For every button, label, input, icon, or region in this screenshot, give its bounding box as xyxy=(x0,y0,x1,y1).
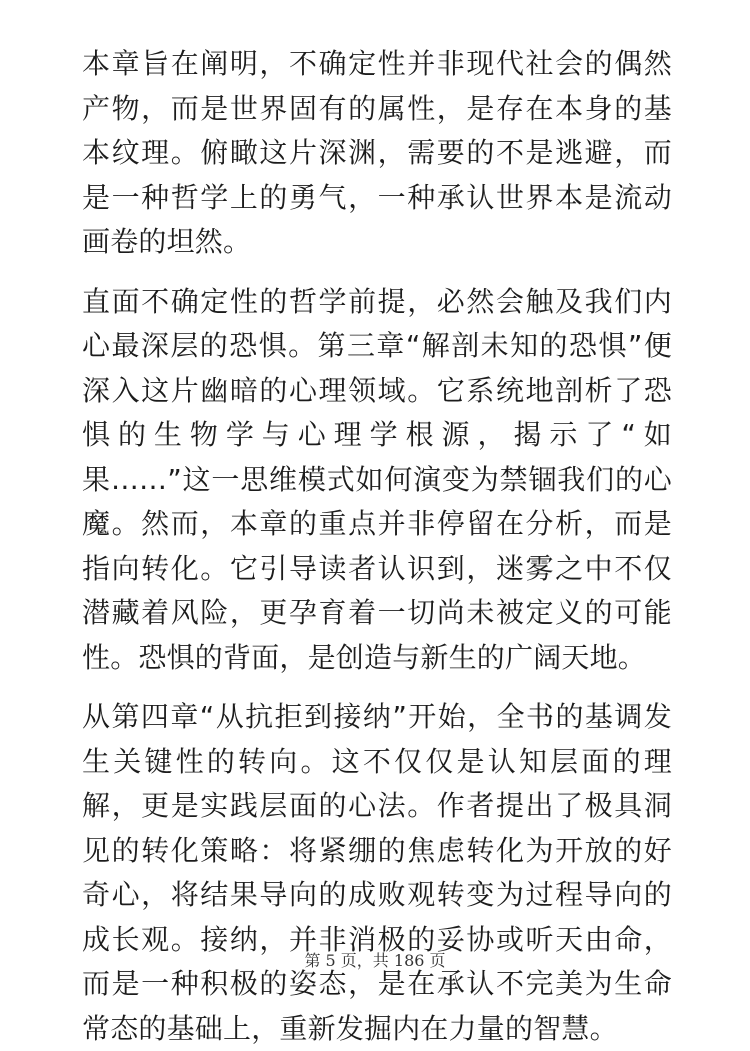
body-text xyxy=(82,42,672,1051)
paragraph-2: 直面不确定性的哲学前提，必然会触及我们内心最深层的恐惧。第三章“解剖未知的恐惧”便深入这片幽暗的心理领域。它系统地剖析了恐惧的生物学与心理学根源，揭示了“如果……”这一思维模式如何演变为禁锢我们的心魔。然而，本章的重点并非停留在分析，而是指向转化。它引导读者认识到，迷雾之中不仅潜藏着风险，更孕育着一切尚未被定义的可能性。恐惧的背面，是创造与新生的广阔天地。 xyxy=(82,284,672,674)
paragraph-3: 从第四章“从抗拒到接纳”开始，全书的基调发生关键性的转向。这不仅仅是认知层面的理解，更是实践层面的心法。作者提出了极具洞见的转化策略：将紧绷的焦虑转化为开放的好奇心，将结果导向的成败观转变为过程导向的成长观。接纳，并非消极的妥协或听天由命，而是一种积极的姿态，是在承认不完美为生命常态的基础上，重新发掘内在力量的智慧。 xyxy=(82,700,672,1045)
paragraph-1: 本章旨在阐明，不确定性并非现代社会的偶然产物，而是世界固有的属性，是存在本身的基本纹理。俯瞰这片深渊，需要的不是逃避，而是一种哲学上的勇气，一种承认世界本是流动画卷的坦然。 xyxy=(82,47,672,258)
page-number: 第 5 页，共 186 页 xyxy=(304,951,446,970)
